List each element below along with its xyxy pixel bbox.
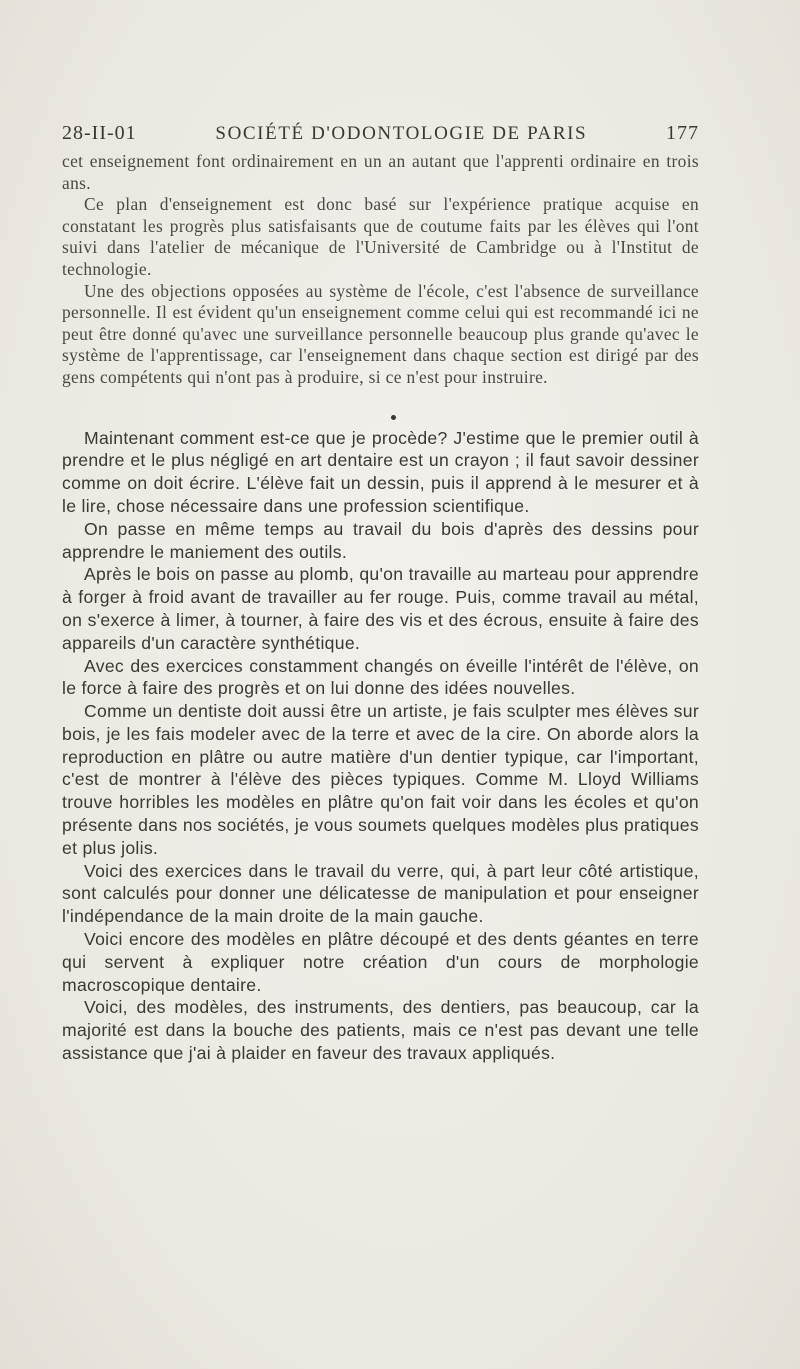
page-number: 177: [666, 122, 699, 144]
running-header: [62, 122, 699, 145]
speech-section: [62, 427, 699, 1065]
paragraph: Une des objections opposées au système de l'école, c'est l'absence de surveillance personnelle. Il est évident qu'un enseignement comme celui qui est recommandé ici ne peut être donné qu'avec une surveillance personnelle beaucoup plus grande qu'avec le système de l'apprentissage, car l'enseignement dans chaque section est dirigé par des gens compétents qui n'ont pas à produire, si ce n'est pour instruire.: [62, 280, 699, 387]
paragraph: Après le bois on passe au plomb, qu'on travaille au marteau pour apprendre à forger à froid avant de travailler au fer rouge. Puis, comme travail au métal, on s'exerce à limer, à tourner, à faire des vis et des écrous, ensuite à faire des appareils d'un caractère synthétique.: [62, 564, 699, 653]
header-title: SOCIÉTÉ D'ODONTOLOGIE DE PARIS: [215, 123, 588, 144]
paragraph: Voici, des modèles, des instruments, des dentiers, pas beaucoup, car la majorité est dans la bouche des patients, mais ce n'est pas devant une telle assistance que j'ai à plaider en faveur des travaux appliqués.: [62, 997, 699, 1064]
paragraph: Avec des exercices constamment changés on éveille l'intérêt de l'élève, on le force à faire des progrès et on lui donne des idées nouvelles.: [62, 655, 699, 699]
paragraph: Voici encore des modèles en plâtre découpé et des dents géantes en terre qui servent à expliquer notre création d'un cours de morphologie macroscopique dentaire.: [62, 929, 699, 995]
header-date: 28-II-01: [62, 122, 137, 144]
section-separator: [62, 389, 699, 427]
paragraph: On passe en même temps au travail du bois d'après des dessins pour apprendre le maniement des outils.: [62, 518, 699, 562]
paragraph: cet enseignement font ordinairement en un an autant que l'apprenti ordinaire en trois ans.: [62, 151, 699, 193]
separator-dot: [391, 415, 396, 420]
paragraph: Comme un dentiste doit aussi être un artiste, je fais sculpter mes élèves sur bois, je les fais modeler avec de la terre et avec de la cire. On aborde alors la reproduction en plâtre ou autre matière d'un dentier typique, car l'important, c'est de montrer à l'élève des pièces typiques. Comme M. Lloyd Williams trouve horribles les modèles en plâtre qu'on fait voir dans les écoles et qu'on présente dans nos sociétés, je vous soumets quelques modèles plus pratiques et plus jolis.: [62, 701, 699, 858]
page-content: [62, 122, 699, 1065]
paragraph: Ce plan d'enseignement est donc basé sur l'expérience pratique acquise en constatant les progrès plus satisfaisants que de coutume faits par les élèves qui l'ont suivi dans l'atelier de mécanique de l'Université de Cambridge ou à l'Institut de technologie.: [62, 194, 699, 279]
paragraph: Maintenant comment est-ce que je procède? J'estime que le premier outil à prendre et le plus négligé en art dentaire est un crayon ; il faut savoir dessiner comme on doit écrire. L'élève fait un dessin, puis il apprend à le mesurer et à le lire, chose nécessaire dans une profession scientifique.: [62, 427, 699, 516]
intro-section: [62, 151, 699, 389]
paragraph: Voici des exercices dans le travail du verre, qui, à part leur côté artistique, sont calculés pour donner une délicatesse de manipulation et pour enseigner l'indépendance de la main droite de la main gauche.: [62, 860, 699, 927]
